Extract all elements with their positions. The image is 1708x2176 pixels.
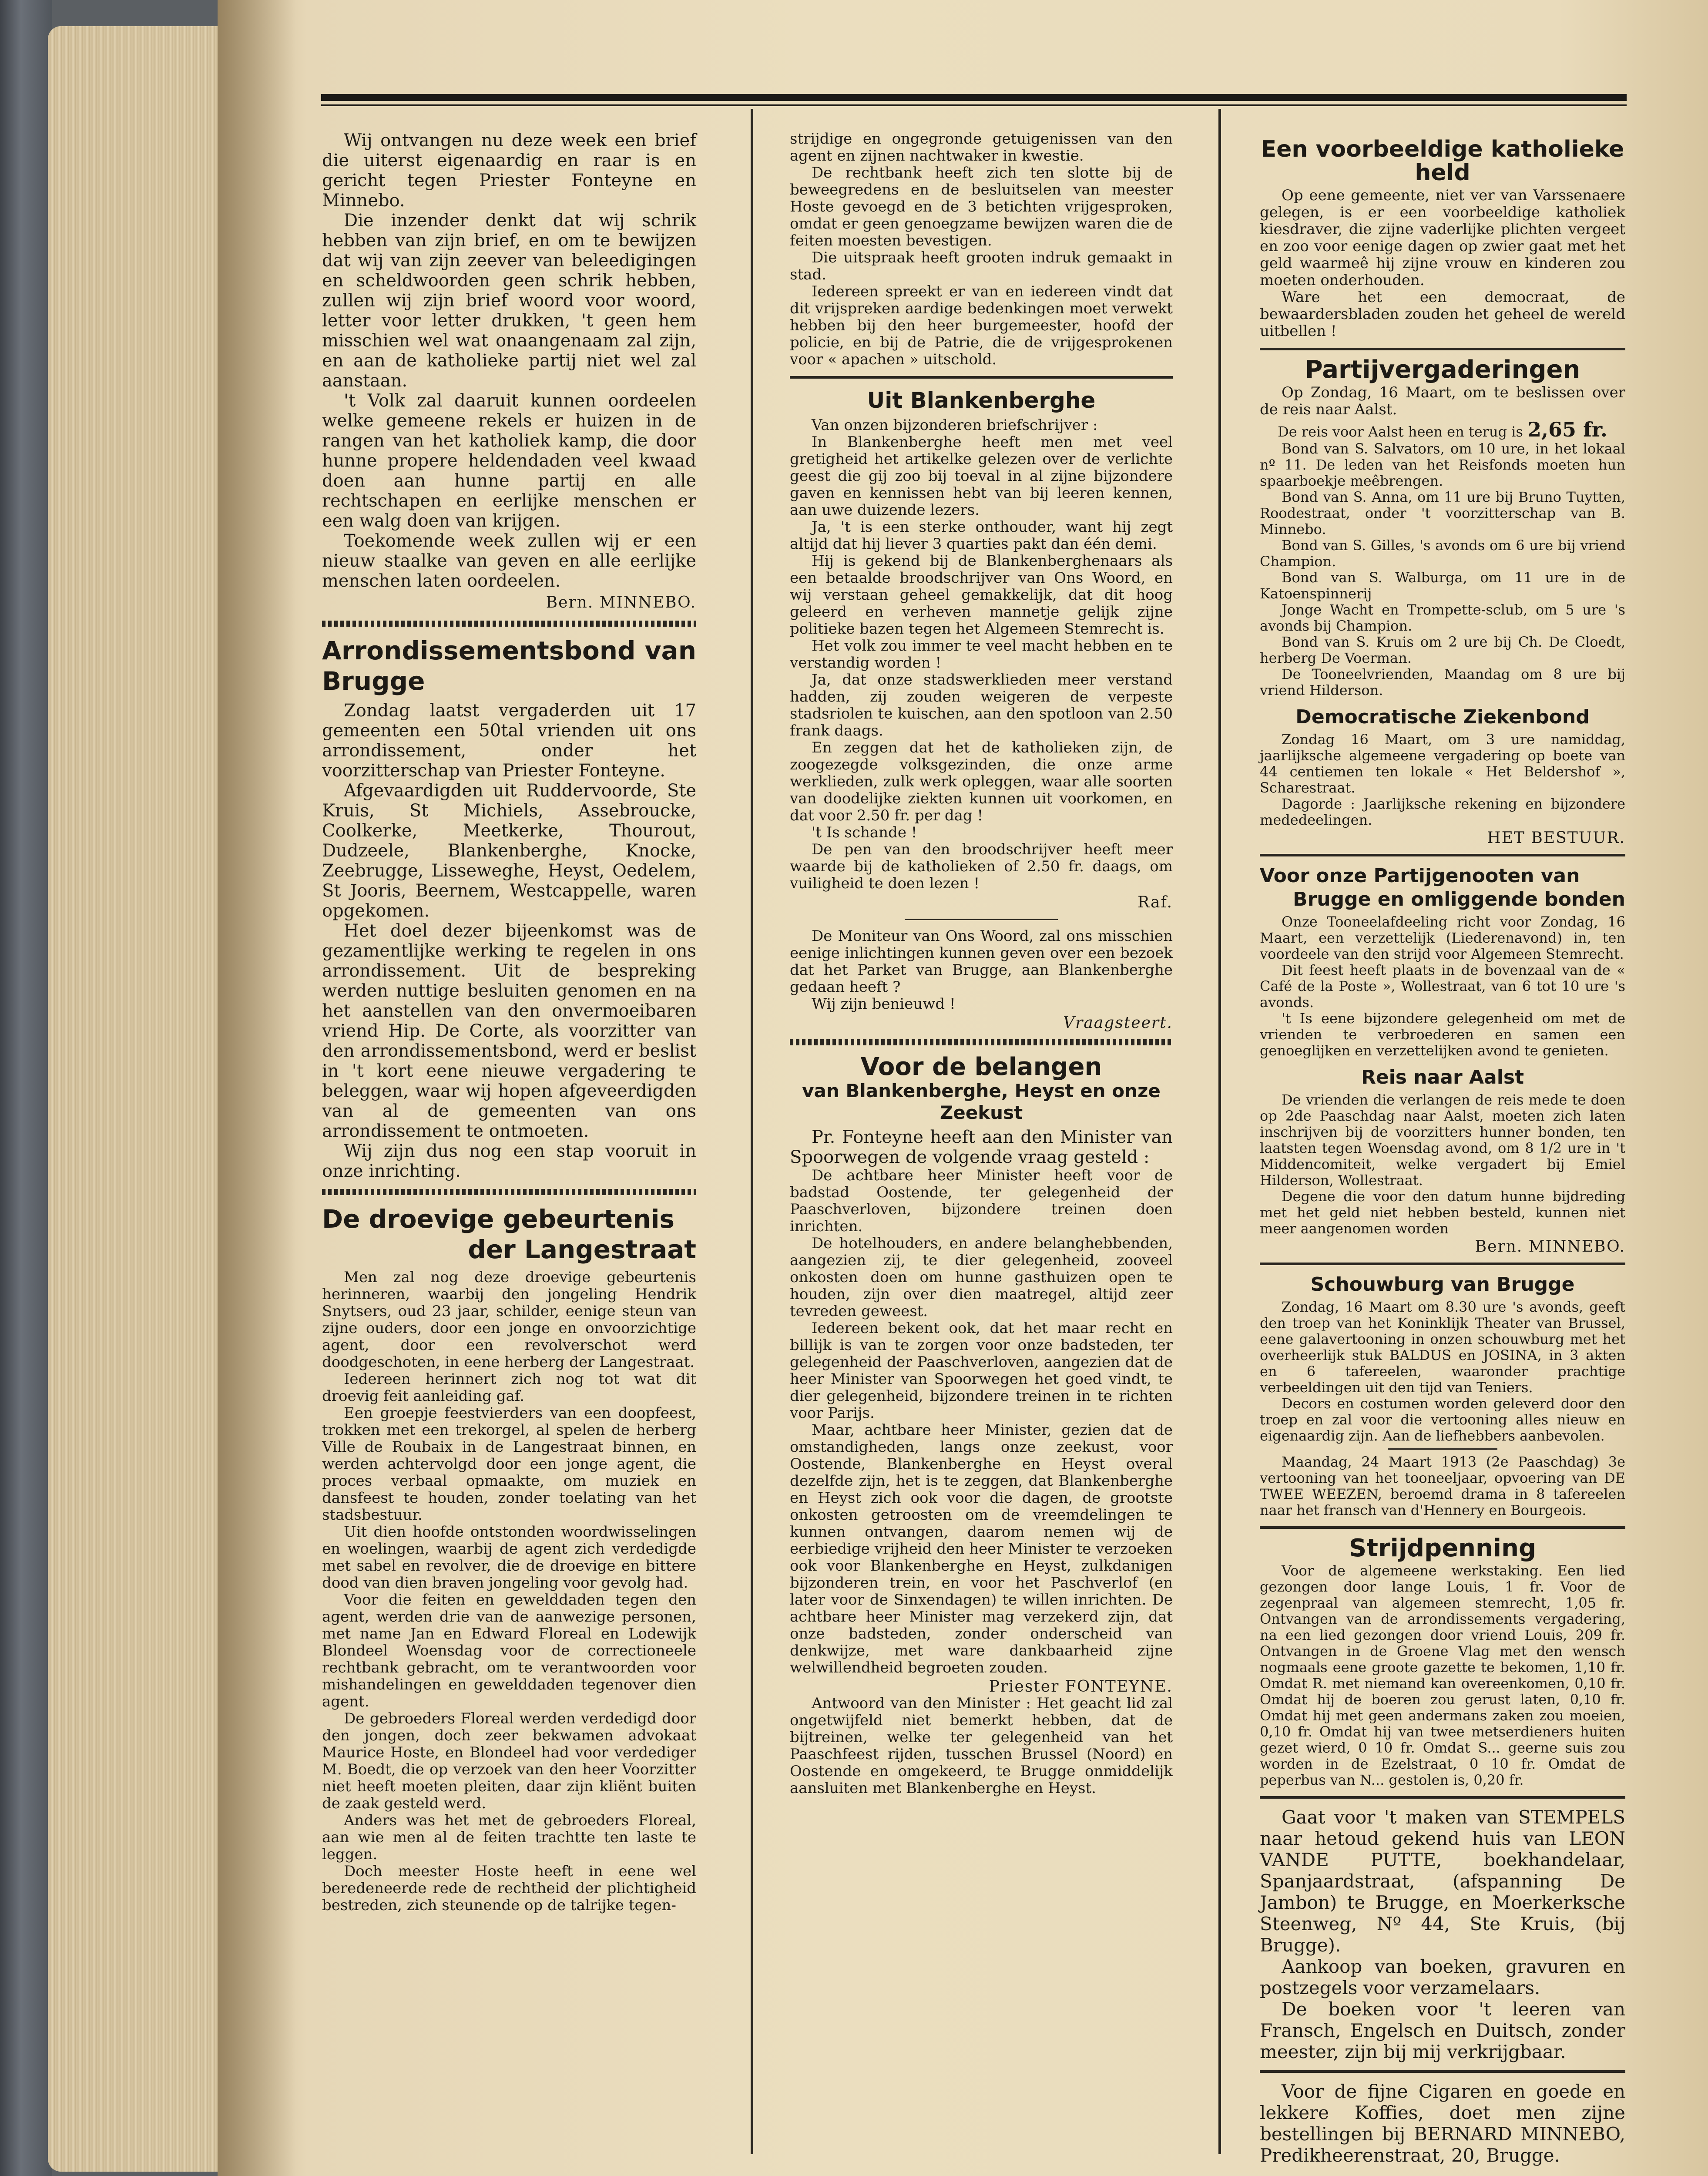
moniteur-note	[790, 928, 1173, 1031]
list-item: Bond van S. Walburga, om 11 ure in de Katoenspinnerij	[1260, 569, 1625, 602]
paragraph: Hij is gekend bij de Blankenberghenaars als een betaalde broodschrijver van Ons Woord, en wij verstaan geheel gemakkelijk, dat dit hoog geleerd en verheven mannetje gelijk zijne politieke bazen tegen het Algemeen Stemrecht is.	[790, 552, 1173, 638]
short-divider	[1388, 1448, 1497, 1450]
signature: Vraagsteert.	[1063, 1014, 1173, 1032]
article-title: Uit Blankenberghe	[867, 388, 1096, 413]
paragraph: Zondag laatst vergaderden uit 17 gemeenten een 50tal vrienden uit ons arrondissement, onder het voorzitterschap van Priester Fonteyne.	[322, 701, 696, 781]
paragraph: Toekomende week zullen wij er een nieuw staalke van geven en alle eerlijke menschen laten oordeelen.	[322, 531, 696, 591]
list-item: Bond van S. Salvators, om 10 ure, in het lokaal nº 11. De leden van het Reisfonds moeten hun spaarboekje meêbrengen.	[1260, 440, 1625, 489]
signature: HET BESTUUR.	[1487, 829, 1625, 847]
signature: Priester FONTEYNE.	[989, 1678, 1173, 1696]
article-title: Partijvergaderingen	[1305, 356, 1580, 384]
belangen-article	[790, 1054, 1173, 1797]
article-title: Democratische Ziekenbond	[1295, 706, 1590, 728]
langestraat-article	[322, 1204, 696, 1914]
paragraph: In Blankenberghe heeft men met veel gretigheid het artikelke gelezen over de verlichte geest die gij zoo bij toeval in al zijne bijzondere gaven en kennissen hebt van bij leeren kennen, aan uwe duizende lezers.	[790, 433, 1173, 519]
paragraph: Maar, achtbare heer Minister, gezien dat de omstandigheden, langs onze zeekust, voor Oostende, Blankenberghe en Heyst overal dezelfde zijn, het is te zeggen, dat Blankenberghe en Heyst zich ook voor die dagen, de grootste onkosten getroosten om de vreemdelingen te kunnen ontvangen, daarom nemen wij de eerbiedige vrijheid den heer Minister te verzoeken ook voor Blankenberghe en Heyst, zulkdanigen bijzonderen trein, en voor het Paschverlof (en later voor de Sinxendagen) te willen inrichten. De achtbare heer Minister mag verzekerd zijn, dat onze badsteden, zonder onderscheid van denkwijze, met ware dankbaarheid zijne welwillendheid begroeten zouden.	[790, 1421, 1173, 1676]
held-article	[1260, 138, 1625, 340]
book-cover-edge	[0, 0, 52, 2176]
paragraph: Afgevaardigden uit Ruddervoorde, Ste Kruis, St Michiels, Assebroucke, Coolkerke, Meetkerke, Thourout, Dudzeele, Blankenberghe, Knocke, Zeebrugge, Lisseweghe, Heyst, Oedelem, St Jooris, Beernem, Westcappelle, waren opgekomen.	[322, 781, 696, 921]
article-title: Arrondissementsbond van Brugge	[322, 636, 696, 696]
arrondissementsbond-article	[322, 635, 696, 1181]
section-divider	[1260, 1526, 1625, 1529]
section-divider	[1260, 854, 1625, 856]
ad-paragraph: Aankoop van boeken, gravuren en postzegels voor verzamelaars.	[1260, 1956, 1625, 1998]
paragraph: Dit feest heeft plaats in de bovenzaal van de « Café de la Poste », Wollestraat, van 6 tot 10 ure 's avonds.	[1260, 962, 1625, 1011]
strijdpenning-article	[1260, 1534, 1625, 1788]
paragraph: Het volk zou immer te veel macht hebben en te verstandig worden !	[790, 637, 1173, 672]
paragraph: Ja, 't is een sterke onthouder, want hij zegt altijd dat hij liever 3 quarties pakt dan één demi.	[790, 518, 1173, 553]
paragraph: En zeggen dat het de katholieken zijn, de zoogezegde volksgezinden, die onze arme werklieden, zulk werk opleggen, waar alle soorten van doodelijke ziekten kunnen uit voorkomen, en dat voor 2.50 fr. per dag !	[790, 739, 1173, 824]
paragraph: Ware het een democraat, de bewaardersbladen zouden het geheel de wereld uitbellen !	[1260, 289, 1625, 340]
paragraph: Iedereen herinnert zich nog tot wat dit droevig feit aanleiding gaf.	[322, 1370, 696, 1405]
column-1	[322, 131, 696, 1914]
paragraph: 't Is schande !	[812, 824, 917, 841]
partijvergaderingen-article	[1260, 358, 1625, 698]
section-divider	[1260, 2070, 1625, 2073]
paragraph: Het doel dezer bijeenkomst was de gezamentlijke werking te regelen in ons arrondissement. Uit de bespreking werden nuttige besluiten genomen en na het aanstellen van den onvermoeibaren vriend Hip. De Corte, als voorzitter van den arrondissementsbond, werd er beslist in 't kort eene nieuwe vergadering te beleggen, waar wij hopen afgeveerdigden van al de gemeenten van ons arrondissement te ontmoeten.	[322, 921, 696, 1141]
stacked-page-edges	[48, 26, 231, 2172]
column-divider-1	[751, 109, 753, 2154]
section-divider	[1260, 1263, 1625, 1265]
article-subtitle: van Blankenberghe, Heyst en onze Zeekust	[802, 1080, 1161, 1123]
paragraph: De achtbare heer Minister heeft voor de badstad Oostende, ter gelegenheid der Paaschverloven, bijzondere treinen doen inrichten.	[790, 1167, 1173, 1235]
section-divider	[322, 621, 696, 627]
article-title: De droevige gebeurtenis	[322, 1204, 675, 1234]
section-divider	[1260, 1796, 1625, 1799]
paragraph: De rechtbank heeft zich ten slotte bij de beweegredens en de besluitselen van meester Hoste gevoegd en de 3 betichten vrijgesproken, omdat er geen genoegzame bewijzen waren die de feiten moesten bevestigen.	[790, 164, 1173, 249]
top-rule-thin	[321, 104, 1627, 106]
column-3	[1260, 131, 1625, 2166]
article-title: Voor onze Partijgenooten van	[1260, 865, 1580, 887]
ad-paragraph: De boeken voor 't leeren van Fransch, Engelsch en Duitsch, zonder meester, zijn bij mij verkrijgbaar.	[1260, 1998, 1625, 2062]
paragraph: 't Volk zal daaruit kunnen oordeelen welke gemeene rekels er huizen in de rangen van het katholiek kamp, die door hunne propere heldendaden veel kwaad doen aan hunne partij en alle rechtschapen en eerlijke menschen er een walg doen van krijgen.	[322, 391, 696, 531]
paragraph: Voor die feiten en gewelddaden tegen den agent, werden drie van de aanwezige personen, met name Jan en Edward Floreal en Lodewijk Blondeel Woensdag voor de correctioneele rechtbank gebracht, om te verantwoorden voor mishandelingen en gewelddaden tegenover dien agent.	[322, 1591, 696, 1710]
paragraph: Degene die voor den datum hunne bijdreding met het geld niet hebben besteld, kunnen niet meer aangenomen worden	[1260, 1188, 1625, 1237]
blankenberghe-article	[790, 387, 1173, 911]
section-divider	[1260, 348, 1625, 350]
list-item: Bond van S. Gilles, 's avonds om 6 ure bij vriend Champion.	[1260, 537, 1625, 570]
signature: Raf.	[1138, 893, 1173, 911]
paragraph: Ja, dat onze stadswerklieden meer verstand hadden, zij zouden weigeren de verpeste stadsriolen te kuischen, aan den spotloon van 2.50 frank daags.	[790, 671, 1173, 739]
paragraph: Een groepje feestvierders van een doopfeest, trokken met een trekorgel, al spelen de herberg Ville de Roubaix in de Langestraat binnen, en werden achtervolgd door een jonge agent, die proces verbaal opmaakte, om muziek en dansfeest te houden, zonder toelating van het stadsbestuur.	[322, 1404, 696, 1524]
paragraph: Dagorde : Jaarlijksche rekening en bijzondere mededeelingen.	[1260, 796, 1625, 828]
ad-paragraph: Gaat voor 't maken van STEMPELS naar hetoud gekend huis van LEON VANDE PUTTE, boekhandelaar, Spanjaardstraat, (afspanning De Jambon) te Brugge, en Moerkerksche Steenweg, Nº 44, Ste Kruis, (bij Brugge).	[1260, 1807, 1625, 1956]
section-divider	[322, 1189, 696, 1195]
signature: Bern. MINNEBO.	[546, 594, 696, 611]
langestraat-continuation	[790, 131, 1173, 368]
ziekenbond-article	[1260, 705, 1625, 846]
list-item: Bond van S. Anna, om 11 ure bij Bruno Tuytten, Roodestraat, onder 't voorzitterschap van B. Minnebo.	[1260, 489, 1625, 537]
top-rule	[321, 94, 1627, 101]
paragraph: Maandag, 24 Maart 1913 (2e Paaschdag) 3e vertooning van het tooneeljaar, opvoering van DE TWEE WEEZEN, beroemd drama in 8 tafereelen naar het fransch van d'Hennery en Bourgeois.	[1260, 1454, 1625, 1518]
paragraph: Die uitspraak heeft grooten indruk gemaakt in stad.	[790, 249, 1173, 283]
article-title: Voor de belangen	[860, 1053, 1102, 1081]
article-title: Schouwburg van Brugge	[1310, 1273, 1575, 1296]
list-item: De Tooneelvrienden, Maandag om 8 ure bij vriend Hilderson.	[1260, 666, 1625, 698]
price-value: 2,65 fr.	[1527, 418, 1607, 441]
list-item: Jonge Wacht en Trompette-sclub, om 5 ure 's avonds bij Champion.	[1260, 601, 1625, 634]
section-divider	[790, 376, 1173, 379]
intro-paragraph: Op Zondag, 16 Maart, om te beslissen over de reis naar Aalst.	[1260, 384, 1625, 418]
paragraph: Doch meester Hoste heeft in eene wel beredeneerde rede de rechtheid der plichtigheid bestreden, zich steunende op de talrijke tegen-	[322, 1863, 696, 1914]
gutter-shadow	[218, 0, 296, 2176]
paragraph: Zondag 16 Maart, om 3 ure namiddag, jaarlijksche algemeene vergadering op boete van 44 centiemen ten lokale « Het Beldershof », Scharestraat.	[1260, 731, 1625, 796]
article-title: Een voorbeeldige katholieke held	[1261, 136, 1624, 186]
paragraph: 't Is eene bijzondere gelegenheid om met de vrienden te verbroederen en samen een genoeglijken en verzettelijken avond te genieten.	[1260, 1010, 1625, 1059]
price-label: De reis voor Aalst heen en terug is	[1278, 423, 1523, 440]
intro-paragraph: Pr. Fonteyne heeft aan den Minister van Spoorwegen de volgende vraag gesteld :	[790, 1127, 1173, 1167]
paragraph: Wij zijn benieuwd !	[812, 995, 956, 1013]
partijgenooten-article	[1260, 864, 1625, 1059]
letter-article	[322, 131, 696, 613]
paragraph: De hotelhouders, en andere belanghebbenden, aangezien zij, te dier gelegenheid, zooveel onkosten doen om hunne gasthuizen open te houden, zijn over dien maatregel, altijd zeer tevreden geweest.	[790, 1235, 1173, 1320]
article-title: Reis naar Aalst	[1361, 1066, 1524, 1088]
list-item: Bond van S. Kruis om 2 ure bij Ch. De Cloedt, herberg De Voerman.	[1260, 634, 1625, 666]
paragraph: De gebroeders Floreal werden verdedigd door den jongen, doch zeer bekwamen advokaat Maurice Hoste, en Blondeel had voor verdediger M. Boedt, die op verzoek van den heer Voorzitter niet heeft moeten pleiten, daar zijn kliënt buiten de zaak gesteld werd.	[322, 1710, 696, 1812]
schouwburg-article	[1260, 1273, 1625, 1518]
paragraph: Anders was het met de gebroeders Floreal, aan wie men al de feiten trachtte ten laste te leggen.	[322, 1812, 696, 1863]
ad-paragraph: Voor de fijne Cigaren en goede en lekkere Koffies, doet men zijne bestellingen bij BERNARD MINNEBO, Predikheerenstraat, 20, Brugge.	[1260, 2081, 1625, 2166]
stempels-advertisement	[1260, 1807, 1625, 2062]
reis-aalst-article	[1260, 1066, 1625, 1255]
article-title: Strijdpenning	[1349, 1534, 1537, 1562]
paragraph: De pen van den broodschrijver heeft meer waarde bij de katholieken of 2.50 fr. daags, om vuiligheid te doen lezen !	[790, 841, 1173, 892]
subtitle: Van onzen bijzonderen briefschrijver :	[812, 416, 1098, 434]
paragraph: Uit dien hoofde ontstonden woordwisselingen en woelingen, waarbij de agent zich verdedigde met sabel en revolver, die de droevige en bittere dood van dien braven jongeling voor gevolg had.	[322, 1523, 696, 1592]
paragraph: Die inzender denkt dat wij schrik hebben van zijn brief, en om te bewijzen dat wij van zijn zeever van beleedigingen en scheldwoorden geen schrik hebben, zullen wij zijn brief woord voor woord, letter voor letter drukken, 't geen hem misschien wel wat onaangenaam zal zijn, en aan de katholieke partij niet wel zal aanstaan.	[322, 211, 696, 391]
paragraph: De vrienden die verlangen de reis mede te doen op 2de Paaschdag naar Aalst, moeten zich laten inschrijven bij de voorzitters hunner bonden, ten laatsten tegen Woensdag avond, om 8 1/2 ure in 't Middencomiteit, welke vergadert bij Emiel Hilderson, Wollestraat.	[1260, 1091, 1625, 1189]
paragraph: Decors en costumen worden geleverd door den troep en zal voor die vertooning alles nieuw en eigenaardig zijn. Aan de liefhebbers aanbevolen.	[1260, 1395, 1625, 1444]
paragraph: Wij zijn dus nog een stap vooruit in onze inrichting.	[322, 1141, 696, 1181]
short-divider	[905, 919, 1058, 920]
paragraph: Iedereen spreekt er van en iedereen vindt dat dit vrijspreken aardige bedenkingen moet verwekt hebben bij den heer burgemeester, hoofd der policie, en bij de Patrie, die de vrijgesprokenen voor « apachen » uitschold.	[790, 283, 1173, 368]
paragraph: Op eene gemeente, niet ver van Varssenaere gelegen, is er een voorbeeldige katholiek kiesdraver, die zijne vaderlijke plichten vergeet en zoo voor eenige dagen op zwier gaat met het geld waarmeê hij zijne vrouw en kinderen zou moeten onderhouden.	[1260, 187, 1625, 289]
paragraph: Men zal nog deze droevige gebeurtenis herinneren, waarbij den jongeling Hendrik Snytsers, oud 23 jaar, schilder, eenige steun van zijne ouders, door een jonge en onvoorzichtige agent, door een revolverschot werd doodgeschoten, in eene herberg der Langestraat.	[322, 1269, 696, 1371]
column-divider-2	[1218, 109, 1221, 2154]
paragraph: De Moniteur van Ons Woord, zal ons misschien eenige inlichtingen kunnen geven over een bezoek dat het Parket van Brugge, aan Blankenberghe gedaan heeft ?	[790, 927, 1173, 996]
paragraph: Wij ontvangen nu deze week een brief die uiterst eigenaardig en raar is en gericht tegen Priester Fonteyne en Minnebo.	[322, 131, 696, 211]
signature: Bern. MINNEBO.	[1475, 1238, 1625, 1256]
article-subtitle: Brugge en omliggende bonden	[1293, 888, 1625, 910]
article-subtitle: der Langestraat	[468, 1235, 696, 1264]
paragraph: strijdige en ongegronde getuigenissen van den agent en zijnen nachtwaker in kwestie.	[790, 130, 1173, 165]
paragraph: Iedereen bekent ook, dat het maar recht en billijk is van te zorgen voor onze badsteden, ter gelegenheid der Paaschverloven, aangezien dat de heer Minister van Spoorwegen het goed vindt, te dier gelegenheid, bijzondere treinen in te richten voor Parijs.	[790, 1320, 1173, 1422]
paragraph: Onze Tooneelafdeeling richt voor Zondag, 16 Maart, een verzettelijk (Liederenavond) in, ten voordeele van den strijd voor Algemeen Stemrecht.	[1260, 913, 1625, 962]
cigaren-advertisement	[1260, 2081, 1625, 2166]
minister-answer: Antwoord van den Minister : Het geacht lid zal ongetwijfeld niet bemerkt hebben, dat de bijtreinen, welke ter gelegenheid van het Paaschfeest rijden, tusschen Brussel (Noord) en Oostende en omgekeerd, te Brugge onmiddelijk aansluiten met Blankenberghe en Heyst.	[790, 1695, 1173, 1797]
column-2	[790, 131, 1173, 1797]
section-divider	[790, 1039, 1173, 1045]
paragraph: Zondag, 16 Maart om 8.30 ure 's avonds, geeft den troep van het Koninklijk Theater van Brussel, eene galavertooning in onzen schouwburg met het overheerlijk stuk BALDUS en JOSINA, in 3 akten en 6 tafereelen, waaronder prachtige verbeeldingen uit den tijd van Teniers.	[1260, 1299, 1625, 1396]
paragraph: Voor de algemeene werkstaking. Een lied gezongen door lange Louis, 1 fr. Voor de zegenpraal van algemeen stemrecht, 1,05 fr. Ontvangen van de arrondissements vergadering, na een lied gezongen door vriend Louis, 209 fr. Ontvangen in de Groene Vlag met den wensch nogmaals eene groote gazette te bekomen, 1,10 fr. Omdat R. met niemand kan overeenkomen, 0,10 fr. Omdat hij de boeren zou gerust laten, 0,10 fr. Omdat hij met geen andermans zaken zou moeien, 0,10 fr. Omdat hij van twee metserdieners huiten gezet wierd, 0 10 fr. Omdat S... geerne suis zou worden in de Ezelstraat, 0 10 fr. Omdat de peperbus van N... gestolen is, 0,20 fr.	[1260, 1562, 1625, 1788]
